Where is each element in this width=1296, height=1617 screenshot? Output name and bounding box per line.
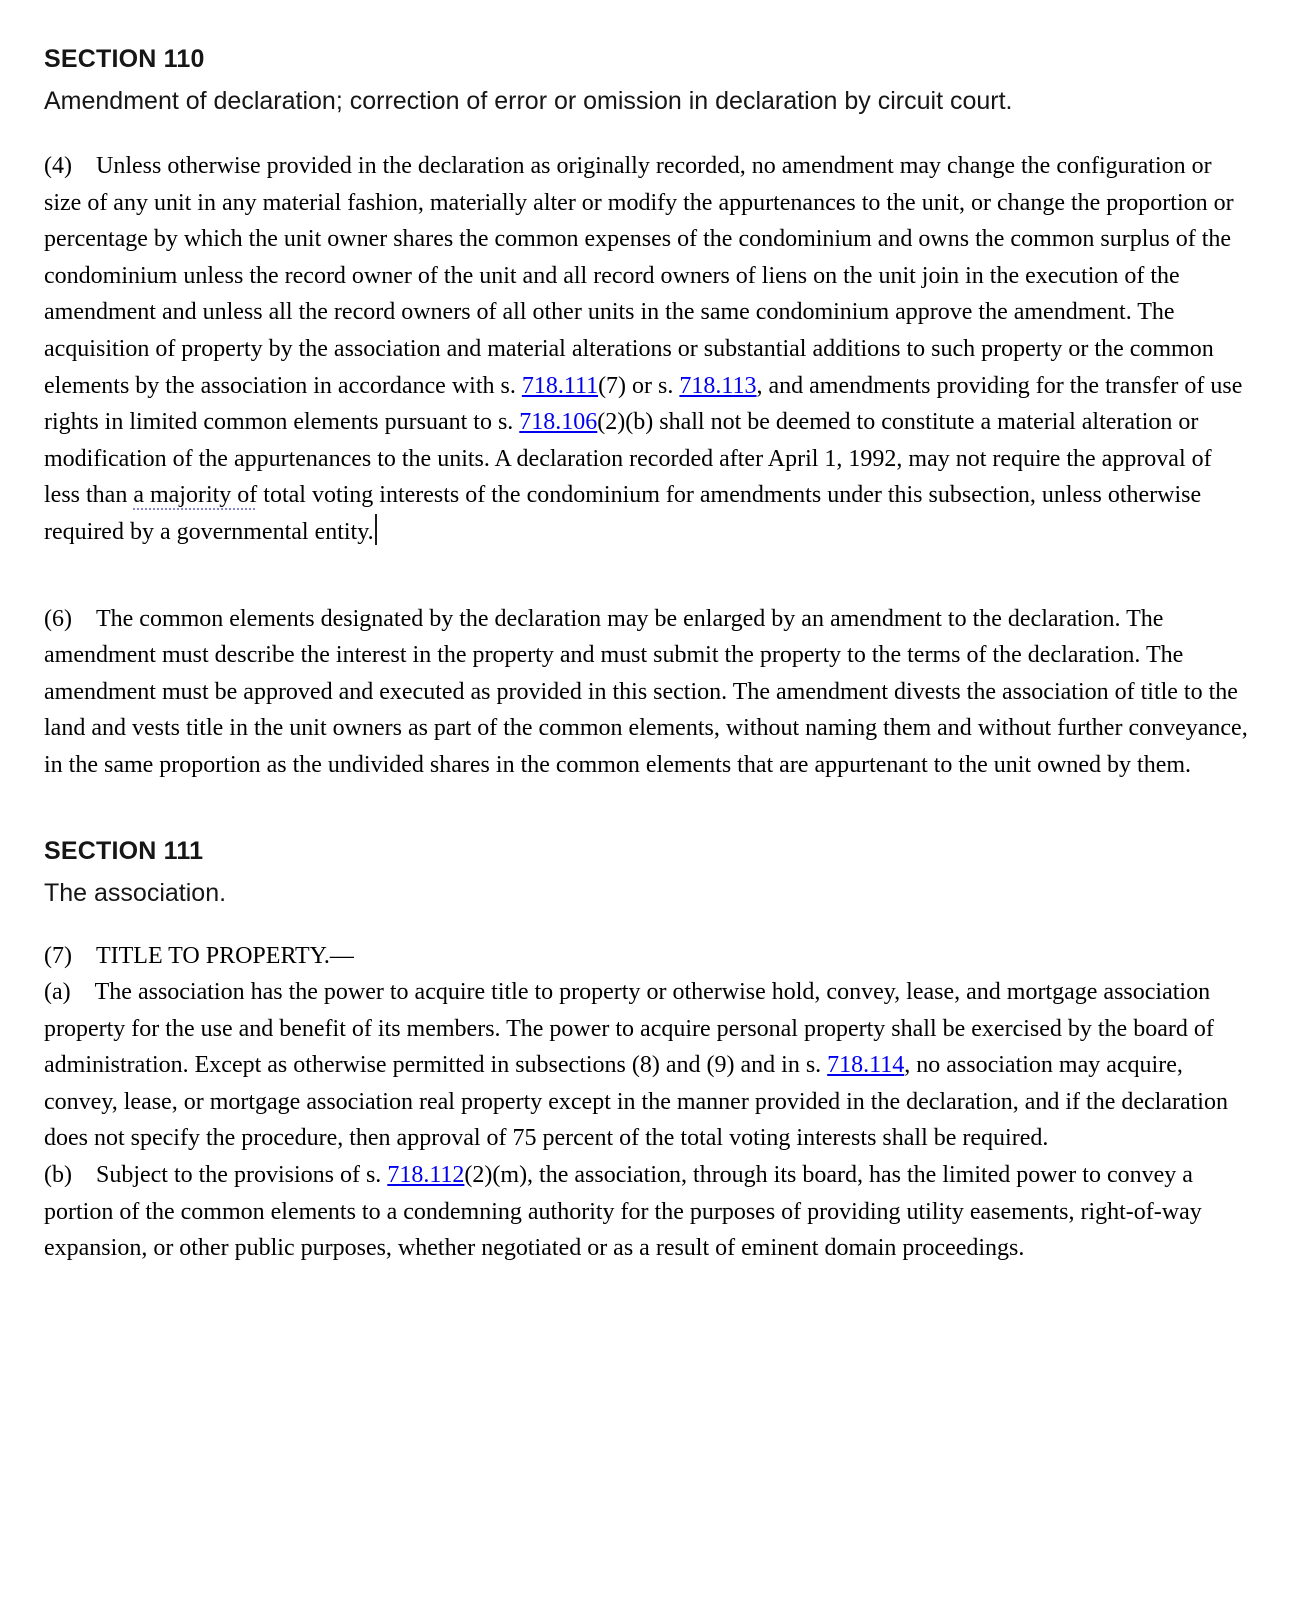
text-run: (2)(m), the association, through its board, has the limited power to convey a portion of the common elements to a condemning authority for the purposes of providing utility easements, right-of-way expansion, or other public purposes, whether negotiated or as a result of eminent domain proceedings. — [44, 1162, 1208, 1262]
text-run: (7) or s. — [598, 372, 680, 399]
paragraph-4 — [44, 148, 1248, 551]
text-run: (2)(b) shall not be deemed to constitute a material alteration or modification of the appurtenances to the units. A declaration recorded after April 1, 1992, may not require the approval of less than — [44, 409, 1218, 509]
text-run: (7) TITLE TO PROPERTY.— — [44, 942, 354, 969]
paragraph-7b — [44, 1157, 1248, 1267]
section-paragraphs — [44, 148, 1254, 784]
statute-link-718.111[interactable]: 718.111 — [521, 372, 599, 399]
text-run: (6) The common elements designated by the declaration may be enlarged by an amendment to the declaration. The amendment must describe the interest in the property and must submit the property to the terms of the declaration. The amendment must be approved and executed as provided in this section. The amendment divests the association of title to the land and vests title in the unit owners as part of the common elements, without naming them and without further conveyance, in the same proportion as the undivided shares in the common elements that are appurtenant to the unit owned by them. — [44, 605, 1254, 778]
text-run: total voting interests of the condominium for amendments under this subsection, unless otherwise required by a governmental entity. — [44, 482, 1208, 545]
section-subtitle: Amendment of declaration; correction of error or omission in declaration by circuit court. — [44, 87, 1013, 115]
paragraph-7-title — [44, 938, 1248, 975]
statute-link-718.112[interactable]: 718.112 — [387, 1162, 465, 1189]
section-111 — [44, 834, 1248, 1267]
text-run: (a) The association has the power to acquire title to property or otherwise hold, convey, lease, and mortgage association property for the use and benefit of its members. The power to acquire personal property shall be exercised by the board of administration. Except as otherwise permitted in subsections (8) and (9) and in s. — [44, 979, 1220, 1079]
statute-link-718.106[interactable]: 718.106 — [519, 409, 598, 436]
statute-link-718.113[interactable]: 718.113 — [679, 372, 757, 399]
paragraph-7a — [44, 974, 1248, 1157]
section-110 — [44, 42, 1254, 784]
text-cursor — [375, 514, 377, 545]
statute-link-718.114[interactable]: 718.114 — [827, 1052, 905, 1079]
section-heading: SECTION 111 — [44, 836, 204, 865]
section-paragraphs — [44, 938, 1248, 1267]
text-run: (4) Unless otherwise provided in the declaration as originally recorded, no amendment may change the configuration or size of any unit in any material fashion, materially alter or modify the appurtenances to the unit, or change the proportion or percentage by which the unit owner shares the common expenses of the condominium and owns the common surplus of the condominium unless the record owner of the unit and all record owners of liens on the unit join in the execution of the amendment and unless all the record owners of all other units in the same condominium approve the amendment. The acquisition of property by the association and material alterations or substantial additions to such property or the common elements by the association in accordance with s. — [44, 153, 1240, 399]
paragraph-6 — [44, 601, 1254, 784]
section-heading: SECTION 110 — [44, 45, 205, 73]
text-run: (b) Subject to the provisions of s. — [44, 1162, 388, 1189]
text-run: , no association may acquire, convey, lease, or mortgage association real property except in the manner provided in the declaration, and if the declaration does not specify the procedure, then approval of 75 percent of the total voting interests shall be required. — [44, 1052, 1234, 1152]
section-subtitle: The association. — [44, 878, 227, 907]
grammar-suggestion[interactable]: a majority of — [133, 482, 258, 509]
text-run: , and amendments providing for the transfer of use rights in limited common elements pursuant to s. — [44, 372, 1249, 436]
